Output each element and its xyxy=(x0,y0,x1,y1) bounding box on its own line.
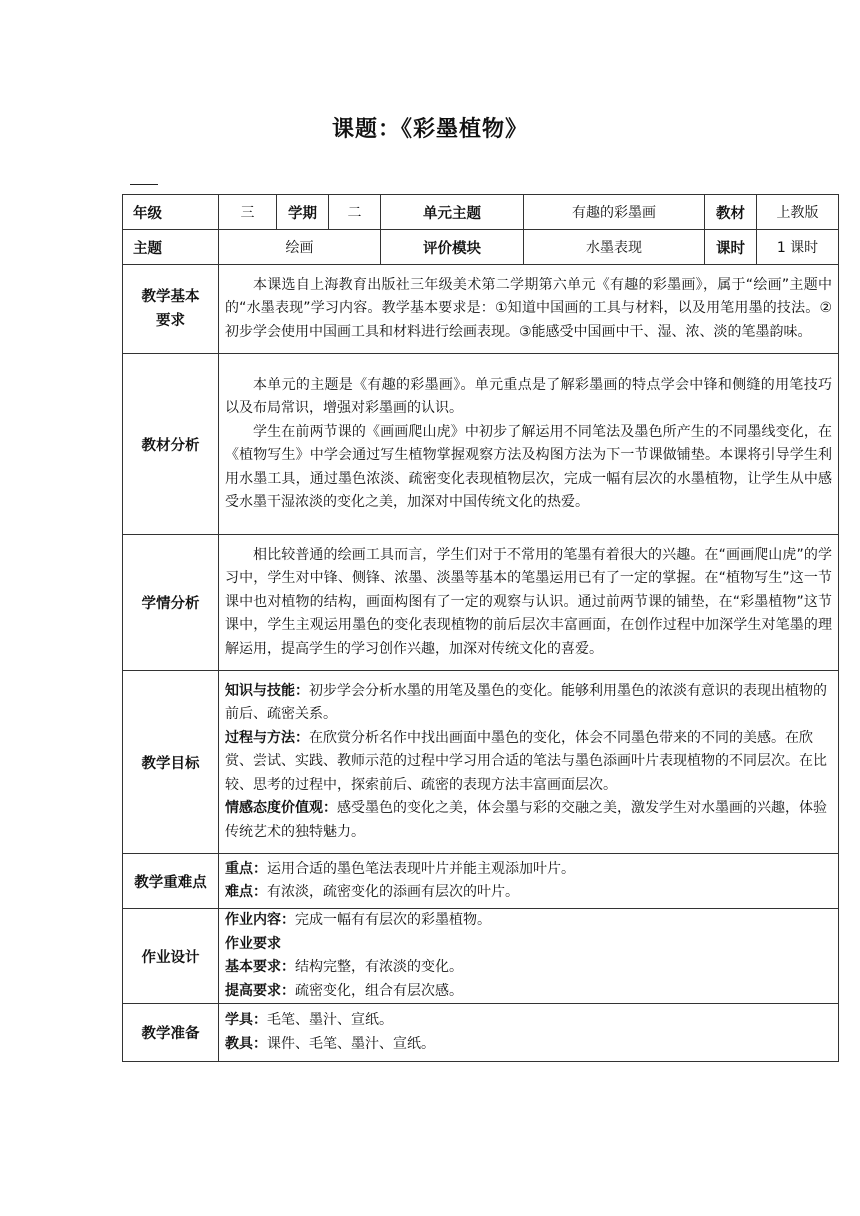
goal-process xyxy=(225,727,832,798)
hours-label: 课时 xyxy=(705,230,757,265)
grade-label: 年级 xyxy=(123,195,219,230)
teaching-goals-text xyxy=(219,671,839,854)
goal-knowledge-text: 初步学会分析水墨的用笔及墨色的变化。能够利用墨色的浓淡有意识的表现出植物的前后、疏密关系。 xyxy=(225,682,827,723)
prep-teacher-tools-text: 课件、毛笔、墨汁、宣纸。 xyxy=(267,1035,435,1052)
material-analysis-paragraph-1: 本单元的主题是《有趣的彩墨画》。单元重点是了解彩墨画的特点学会中锋和侧缝的用笔技巧以及布局常识，增强对彩墨画的认识。 xyxy=(225,376,832,416)
homework-label: 作业设计 xyxy=(123,909,219,1004)
goal-emotion xyxy=(225,797,832,844)
key-point xyxy=(225,858,832,882)
page-title: 课题：《彩墨植物》 xyxy=(331,117,528,142)
theme-value: 绘画 xyxy=(219,230,381,265)
homework-content-key: 作业内容： xyxy=(225,912,295,928)
material-analysis-text xyxy=(219,354,839,535)
basic-requirements-row xyxy=(123,265,839,354)
homework-text xyxy=(219,909,839,1004)
student-analysis-row xyxy=(123,535,839,671)
prep-student-tools-key: 学具： xyxy=(225,1012,267,1028)
material-analysis-label: 教材分析 xyxy=(123,354,219,535)
goal-process-key: 过程与方法： xyxy=(225,729,309,746)
module-label: 评价模块 xyxy=(381,230,524,265)
key-points-label: 教学重难点 xyxy=(123,854,219,909)
difficult-point-text: 有浓淡，疏密变化的添画有层次的叶片。 xyxy=(267,884,519,900)
textbook-value: 上教版 xyxy=(757,195,839,230)
unit-value: 有趣的彩墨画 xyxy=(524,195,705,230)
header-row-2 xyxy=(123,230,839,265)
basic-requirements-text xyxy=(219,265,839,354)
goal-knowledge-key: 知识与技能： xyxy=(225,682,309,699)
homework-content xyxy=(225,909,832,933)
lesson-plan-table xyxy=(122,194,839,1062)
unit-label: 单元主题 xyxy=(381,195,524,230)
hours-value: 1 课时 xyxy=(757,230,839,265)
homework-requirements xyxy=(225,933,832,957)
textbook-label: 教材 xyxy=(705,195,757,230)
material-analysis-row xyxy=(123,354,839,535)
prep-student-tools-text: 毛笔、墨汁、宣纸。 xyxy=(267,1012,393,1028)
material-analysis-paragraph-2: 学生在前两节课的《画画爬山虎》中初步了解运用不同笔法及墨色所产生的不同墨线变化，在《植物写生》中学会通过写生植物掌握观察方法及构图方法为下一节课做铺垫。本课将引导学生利用水墨工具，通过墨色浓淡、疏密变化表现植物层次，完成一幅有层次的水墨植物，让学生从中感受水墨干湿浓淡的变化之美，加深对中国传统文化的热爱。 xyxy=(225,423,832,510)
goal-emotion-key: 情感态度价值观： xyxy=(225,800,337,817)
student-analysis-text xyxy=(219,535,839,671)
grade-value: 三 xyxy=(219,195,277,230)
homework-row xyxy=(123,909,839,1004)
key-point-key: 重点： xyxy=(225,860,267,877)
teaching-goals-label: 教学目标 xyxy=(123,671,219,854)
difficult-point xyxy=(225,881,832,905)
goal-emotion-text: 感受墨色的变化之美，体会墨与彩的交融之美，激发学生对水墨画的兴趣，体验传统艺术的独特魅力。 xyxy=(225,800,827,840)
homework-basic-text: 结构完整，有浓淡的变化。 xyxy=(295,959,463,975)
basic-requirements-paragraph: 本课选自上海教育出版社三年级美术第二学期第六单元《有趣的彩墨画》，属于“绘画”主题中的“水墨表现”学习内容。教学基本要求是：①知道中国画的工具与材料，以及用笔用墨的技法。②初步学会使用中国画工具和材料进行绘画表现。③能感受中国画中干、湿、浓、淡的笔墨韵味。 xyxy=(225,276,832,340)
key-points-text xyxy=(219,854,839,909)
module-value: 水墨表现 xyxy=(524,230,705,265)
header-row-1 xyxy=(123,195,839,230)
homework-advanced-text: 疏密变化，组合有层次感。 xyxy=(295,982,463,999)
prep-teacher-tools-key: 教具： xyxy=(225,1035,267,1052)
homework-basic-key: 基本要求： xyxy=(225,959,295,975)
preparation-label: 教学准备 xyxy=(123,1004,219,1062)
key-points-row xyxy=(123,854,839,909)
student-analysis-label: 学情分析 xyxy=(123,535,219,671)
difficult-point-key: 难点： xyxy=(225,884,267,900)
preparation-text xyxy=(219,1004,839,1062)
homework-advanced xyxy=(225,980,832,1004)
prep-student-tools xyxy=(225,1009,832,1033)
homework-advanced-key: 提高要求： xyxy=(225,982,295,999)
homework-basic xyxy=(225,956,832,980)
key-point-text: 运用合适的墨色笔法表现叶片并能主观添加叶片。 xyxy=(267,860,575,877)
student-analysis-paragraph: 相比较普通的绘画工具而言，学生们对于不常用的笔墨有着很大的兴趣。在“画画爬山虎”的学习中，学生对中锋、侧锋、浓墨、淡墨等基本的笔墨运用已有了一定的掌握。在“植物写生”这一节课中也对植物的结构，画面构图有了一定的观察与认识。通过前两节课的铺垫，在“彩墨植物”这节课中，学生主观运用墨色的变化表现植物的前后层次丰富画面，在创作过程中加深学生对笔墨的理解运用，提高学生的学习创作兴趣，加深对传统文化的喜爱。 xyxy=(225,546,832,657)
prep-teacher-tools xyxy=(225,1033,832,1057)
theme-label: 主题 xyxy=(123,230,219,265)
basic-requirements-label xyxy=(123,265,219,354)
goal-knowledge xyxy=(225,680,832,727)
term-label: 学期 xyxy=(277,195,329,230)
homework-requirements-key: 作业要求 xyxy=(225,935,281,952)
preparation-row xyxy=(123,1004,839,1062)
short-rule-divider xyxy=(130,184,158,185)
basic-requirements-label-line1: 教学基本 xyxy=(141,289,200,305)
homework-content-text: 完成一幅有有层次的彩墨植物。 xyxy=(295,912,491,928)
teaching-goals-row xyxy=(123,671,839,854)
term-value: 二 xyxy=(329,195,381,230)
basic-requirements-label-line2: 要求 xyxy=(156,313,185,329)
goal-process-text: 在欣赏分析名作中找出画面中墨色的变化，体会不同墨色带来的不同的美感。在欣赏、尝试、实践、教师示范的过程中学习用合适的笔法与墨色添画叶片表现植物的不同层次。在比较、思考的过程中，探索前后、疏密的表现方法丰富画面层次。 xyxy=(225,729,827,793)
